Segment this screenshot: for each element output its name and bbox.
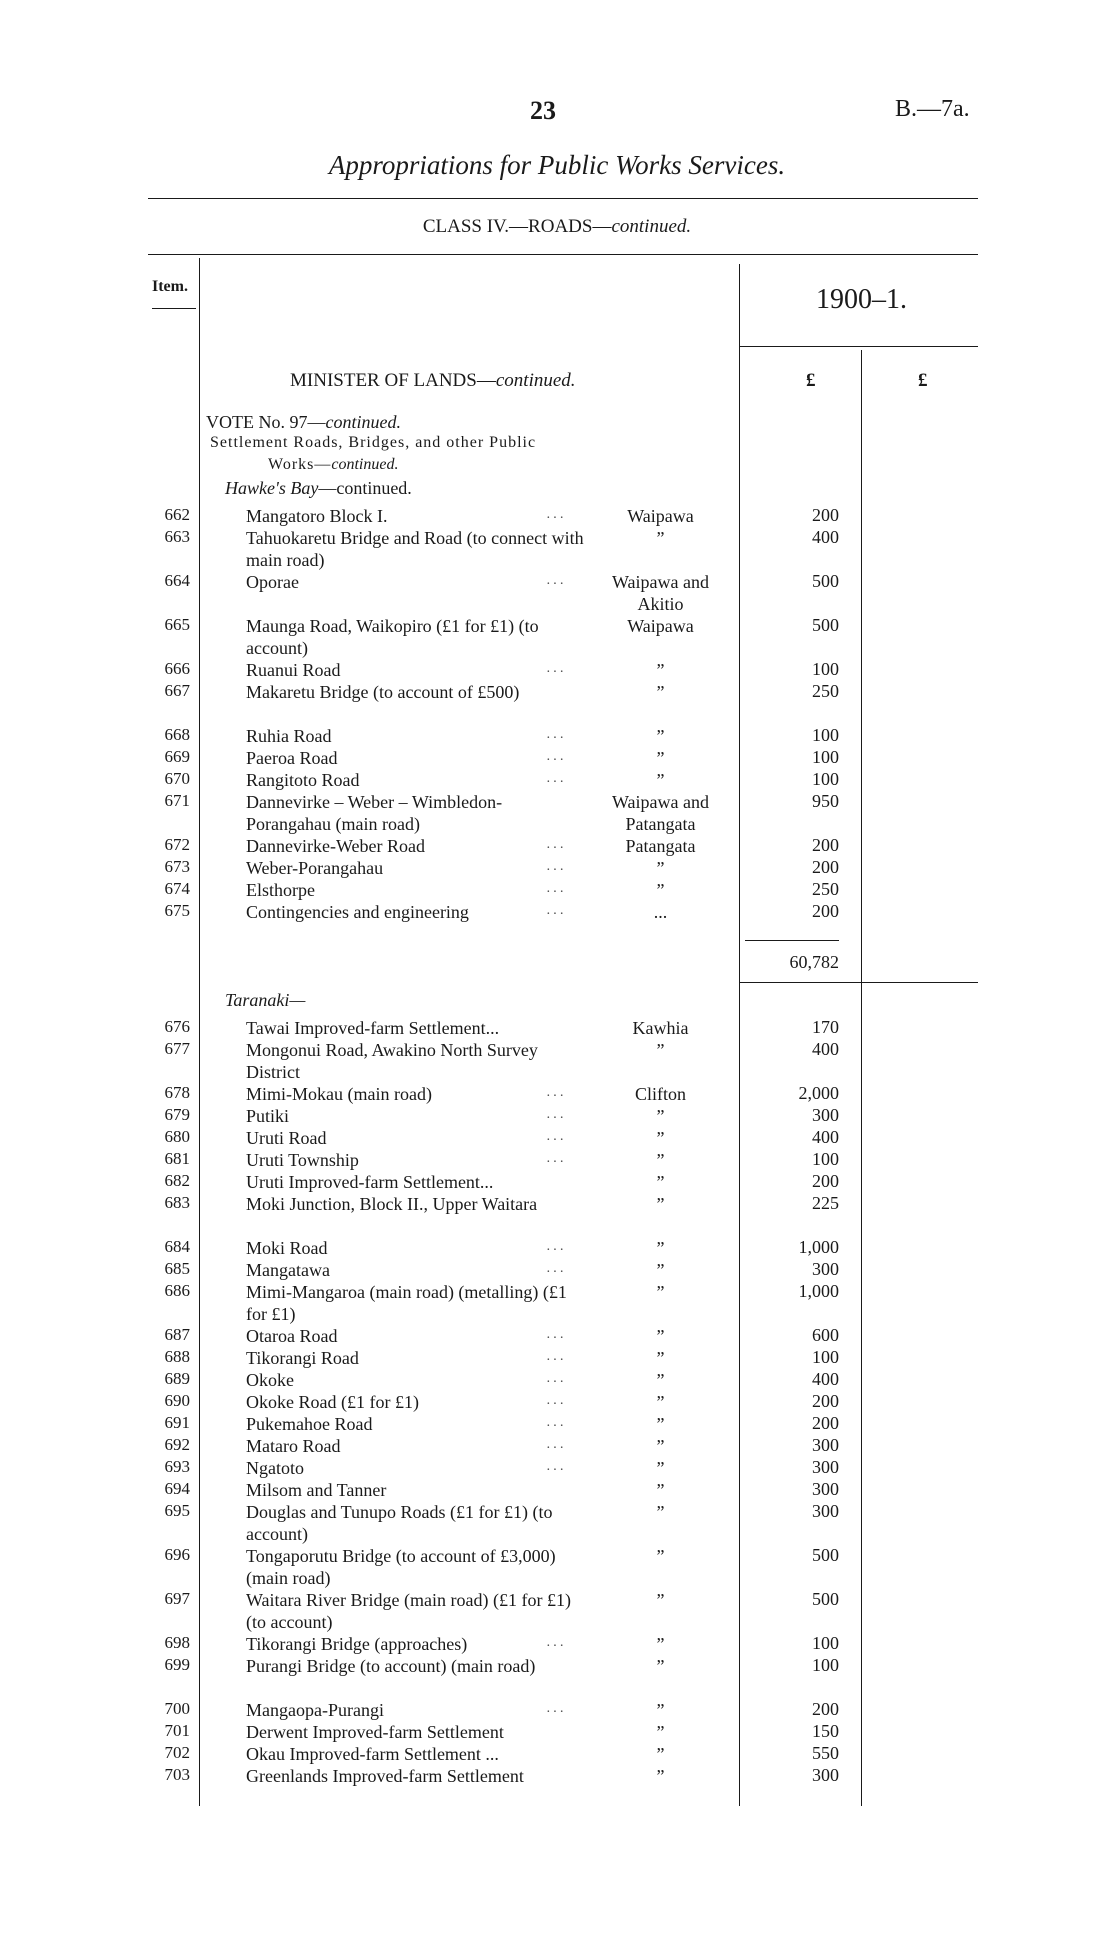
- item-amount: 250: [812, 879, 839, 899]
- item-description: Dannevirke – Weber – Wimbledon-Porangahau (main road): [246, 792, 503, 834]
- item-description: Uruti Improved-farm Settlement...: [246, 1172, 494, 1192]
- taranaki-heading: Taranaki—: [225, 990, 306, 1010]
- item-amount: 100: [812, 769, 839, 789]
- leader-dots: ···: [546, 1331, 566, 1346]
- leader-dots: ···: [546, 1089, 566, 1104]
- item-number: 699: [164, 1655, 190, 1674]
- item-number: 679: [164, 1105, 190, 1124]
- item-amount: 300: [812, 1457, 839, 1477]
- item-amount: 100: [812, 1633, 839, 1653]
- leader-dots: ···: [546, 511, 566, 526]
- item-county: ”: [656, 1128, 665, 1148]
- leader-dots: ···: [546, 885, 566, 900]
- item-description: Moki Road: [246, 1238, 328, 1258]
- item-county: ”: [656, 1502, 665, 1522]
- hawkes-bay-subtotal: 60,782: [789, 952, 839, 972]
- item-number: 678: [164, 1083, 190, 1102]
- item-description: Elsthorpe: [246, 880, 315, 900]
- total-column-divider: [861, 350, 862, 1806]
- item-county: Waipawa and Akitio: [611, 572, 709, 614]
- item-description: Okau Improved-farm Settlement ...: [246, 1744, 499, 1764]
- item-county: ”: [656, 1370, 665, 1390]
- vote-heading: [206, 412, 401, 433]
- subtotal-rule-bottom: [740, 982, 978, 983]
- item-number: 669: [164, 747, 190, 766]
- item-description: Okoke Road (£1 for £1): [246, 1392, 419, 1412]
- year-header: 1900–1.: [816, 284, 907, 315]
- item-number: 666: [164, 659, 190, 678]
- item-amount: 200: [812, 1171, 839, 1191]
- item-description: Rangitoto Road: [246, 770, 360, 790]
- item-county: ”: [656, 660, 665, 680]
- item-description: Mangatoro Block I.: [246, 506, 388, 526]
- item-description: Waitara River Bridge (main road) (£1 for £1) (to account): [246, 1590, 571, 1632]
- item-description: Purangi Bridge (to account) (main road): [246, 1656, 536, 1676]
- item-county: Kawhia: [632, 1018, 689, 1038]
- item-county: ”: [656, 1392, 665, 1412]
- item-county: ”: [656, 748, 665, 768]
- leader-dots: ···: [546, 841, 566, 856]
- item-description: Derwent Improved-farm Settlement: [246, 1722, 504, 1742]
- leader-dots: ···: [546, 1419, 566, 1434]
- hawkes-bay-heading-suffix: —continued.: [318, 478, 412, 498]
- item-number: 693: [164, 1457, 190, 1476]
- item-amount: 200: [812, 1413, 839, 1433]
- item-amount: 400: [812, 1369, 839, 1389]
- item-number: 674: [164, 879, 190, 898]
- class-suffix: continued.: [611, 216, 692, 237]
- item-amount: 100: [812, 659, 839, 679]
- item-county: ”: [656, 1744, 665, 1764]
- item-number: 664: [164, 571, 190, 590]
- item-description: Tahuokaretu Bridge and Road (to connect with main road): [246, 528, 584, 570]
- item-number: 667: [164, 681, 190, 700]
- item-county: Waipawa and Patangata: [611, 792, 709, 834]
- settlement-line2-prefix: Works—: [268, 456, 332, 473]
- item-number: 683: [164, 1193, 190, 1212]
- leader-dots: ···: [546, 753, 566, 768]
- item-number: 671: [164, 791, 190, 810]
- page-title: Appropriations for Public Works Services.: [328, 150, 786, 180]
- item-description: Okoke: [246, 1370, 294, 1390]
- item-number: 688: [164, 1347, 190, 1366]
- item-county: ”: [656, 1194, 665, 1214]
- leader-dots: ···: [546, 1155, 566, 1170]
- item-description: Tawai Improved-farm Settlement...: [246, 1018, 500, 1038]
- leader-dots: ···: [546, 907, 566, 922]
- item-amount: 1,000: [798, 1237, 839, 1257]
- item-amount: 250: [812, 681, 839, 701]
- item-number: 696: [164, 1545, 190, 1564]
- item-county: ”: [656, 1282, 665, 1302]
- vote-prefix: VOTE No. 97—: [206, 412, 326, 432]
- item-amount: 500: [812, 571, 839, 591]
- item-number: 681: [164, 1149, 190, 1168]
- item-number: 687: [164, 1325, 190, 1344]
- item-amount: 100: [812, 1149, 839, 1169]
- item-amount: 300: [812, 1105, 839, 1125]
- item-description: Uruti Township: [246, 1150, 359, 1170]
- item-description: Tikorangi Road: [246, 1348, 359, 1368]
- item-description: Pukemahoe Road: [246, 1414, 373, 1434]
- settlement-line2-suffix: continued.: [331, 456, 399, 473]
- class-prefix: CLASS IV.—ROADS—: [422, 216, 612, 237]
- item-description: Uruti Road: [246, 1128, 327, 1148]
- item-description: Greenlands Improved-farm Settlement: [246, 1766, 524, 1786]
- item-county: Waipawa: [627, 616, 694, 636]
- item-description: Mimi-Mangaroa (main road) (metalling) (£1 for £1): [246, 1282, 567, 1324]
- amount-column-divider: [739, 264, 740, 1806]
- item-county: ”: [656, 1722, 665, 1742]
- item-amount: 200: [812, 1391, 839, 1411]
- leader-dots: ···: [546, 1397, 566, 1412]
- leader-dots: ···: [546, 1243, 566, 1258]
- leader-dots: ···: [546, 1639, 566, 1654]
- item-column-header: Item.: [152, 278, 188, 295]
- item-county: Patangata: [625, 836, 696, 856]
- item-county: Waipawa: [627, 506, 694, 526]
- item-amount: 500: [812, 615, 839, 635]
- item-county: ”: [656, 1172, 665, 1192]
- item-description: Moki Junction, Block II., Upper Waitara: [246, 1194, 538, 1214]
- item-header-underline: [152, 308, 196, 309]
- minister-prefix: MINISTER OF LANDS—: [290, 370, 496, 391]
- leader-dots: ···: [546, 577, 566, 592]
- item-description: Douglas and Tunupo Roads (£1 for £1) (to account): [246, 1502, 553, 1544]
- item-description: Milsom and Tanner: [246, 1480, 387, 1500]
- item-county: ”: [656, 682, 665, 702]
- leader-dots: ···: [546, 863, 566, 878]
- leader-dots: ···: [546, 1441, 566, 1456]
- item-county: ”: [656, 1458, 665, 1478]
- subtotal-rule-top: [745, 940, 839, 941]
- item-county: ”: [656, 1546, 665, 1566]
- item-amount: 200: [812, 901, 839, 921]
- item-description: Maunga Road, Waikopiro (£1 for £1) (to account): [246, 616, 539, 658]
- item-amount: 550: [812, 1743, 839, 1763]
- item-number: 663: [164, 527, 190, 546]
- item-amount: 100: [812, 725, 839, 745]
- item-amount: 300: [812, 1259, 839, 1279]
- item-amount: 950: [812, 791, 839, 811]
- currency-header-1: £: [806, 370, 816, 391]
- item-county: ”: [656, 528, 665, 548]
- item-number: 698: [164, 1633, 190, 1652]
- item-county: ”: [656, 1348, 665, 1368]
- item-number: 694: [164, 1479, 190, 1498]
- item-amount: 400: [812, 1127, 839, 1147]
- item-number: 691: [164, 1413, 190, 1432]
- item-county: Clifton: [634, 1084, 686, 1104]
- item-description: Weber-Porangahau: [246, 858, 384, 878]
- leader-dots: ···: [546, 1463, 566, 1478]
- item-number: 690: [164, 1391, 190, 1410]
- item-description: Mataro Road: [246, 1436, 341, 1456]
- minister-heading: [290, 370, 576, 392]
- item-description: Dannevirke-Weber Road: [246, 836, 425, 856]
- leader-dots: ···: [546, 1375, 566, 1390]
- item-county: ”: [656, 1436, 665, 1456]
- item-description: Ruanui Road: [246, 660, 341, 680]
- item-county: ”: [656, 1480, 665, 1500]
- item-amount: 100: [812, 1655, 839, 1675]
- item-county: ”: [656, 1766, 665, 1786]
- item-description: Mimi-Mokau (main road): [246, 1084, 432, 1104]
- item-description: Makaretu Bridge (to account of £500): [246, 682, 520, 702]
- item-amount: 225: [812, 1193, 839, 1213]
- item-county: ”: [656, 880, 665, 900]
- item-description: Paeroa Road: [246, 748, 338, 768]
- item-county: ”: [656, 1040, 665, 1060]
- item-amount: 170: [812, 1017, 839, 1037]
- item-number: 700: [164, 1699, 190, 1718]
- item-description: Tongaporutu Bridge (to account of £3,000) (main road): [246, 1546, 556, 1588]
- item-description: Ruhia Road: [246, 726, 332, 746]
- item-description: Putiki: [246, 1106, 290, 1126]
- item-county: ”: [656, 1634, 665, 1654]
- item-county: ...: [653, 902, 668, 922]
- item-county: ”: [656, 726, 665, 746]
- item-county: ”: [656, 1238, 665, 1258]
- item-county: ”: [656, 1326, 665, 1346]
- leader-dots: ···: [546, 1133, 566, 1148]
- item-amount: 150: [812, 1721, 839, 1741]
- leader-dots: ···: [546, 1353, 566, 1368]
- leader-dots: ···: [546, 1705, 566, 1720]
- item-county: ”: [656, 1656, 665, 1676]
- item-amount: 200: [812, 505, 839, 525]
- item-description: Tikorangi Bridge (approaches): [246, 1634, 468, 1654]
- item-county: ”: [656, 1590, 665, 1610]
- item-amount: 300: [812, 1479, 839, 1499]
- item-number: 665: [164, 615, 190, 634]
- item-amount: 400: [812, 1039, 839, 1059]
- item-county: ”: [656, 1414, 665, 1434]
- page-number: 23: [530, 96, 556, 125]
- item-amount: 300: [812, 1501, 839, 1521]
- item-number: 673: [164, 857, 190, 876]
- item-county: ”: [656, 770, 665, 790]
- hawkes-bay-heading: [225, 478, 412, 499]
- item-number: 686: [164, 1281, 190, 1300]
- item-amount: 200: [812, 857, 839, 877]
- item-description: Mangatawa: [246, 1260, 330, 1280]
- item-amount: 300: [812, 1435, 839, 1455]
- item-amount: 200: [812, 835, 839, 855]
- vote-suffix: continued.: [325, 412, 401, 432]
- item-description: Mangaopa-Purangi: [246, 1700, 384, 1720]
- currency-header-2: £: [918, 370, 928, 391]
- left-column-divider: [199, 258, 200, 1806]
- item-number: 702: [164, 1743, 190, 1762]
- hawkes-bay-heading-name: Hawke's Bay: [225, 478, 319, 498]
- item-description: Ngatoto: [246, 1458, 304, 1478]
- item-number: 703: [164, 1765, 190, 1784]
- item-number: 676: [164, 1017, 190, 1036]
- item-number: 668: [164, 725, 190, 744]
- item-description: Otaroa Road: [246, 1326, 338, 1346]
- item-county: ”: [656, 1150, 665, 1170]
- item-number: 701: [164, 1721, 190, 1740]
- item-amount: 500: [812, 1589, 839, 1609]
- item-number: 675: [164, 901, 190, 920]
- minister-suffix: continued.: [495, 370, 576, 391]
- leader-dots: ···: [546, 775, 566, 790]
- item-amount: 2,000: [798, 1083, 839, 1103]
- year-header-rule: [740, 346, 978, 347]
- item-description: Contingencies and engineering: [246, 902, 469, 922]
- item-amount: 100: [812, 747, 839, 767]
- item-number: 689: [164, 1369, 190, 1388]
- leader-dots: ···: [546, 665, 566, 680]
- item-number: 697: [164, 1589, 190, 1608]
- item-amount: 100: [812, 1347, 839, 1367]
- item-number: 685: [164, 1259, 190, 1278]
- item-amount: 500: [812, 1545, 839, 1565]
- document-reference: B.—7a.: [895, 96, 970, 122]
- item-number: 695: [164, 1501, 190, 1520]
- item-county: ”: [656, 858, 665, 878]
- item-number: 662: [164, 505, 190, 524]
- table-top-rule: [148, 254, 978, 255]
- item-county: ”: [656, 1700, 665, 1720]
- item-amount: 600: [812, 1325, 839, 1345]
- settlement-heading-line2: [268, 456, 398, 474]
- item-number: 682: [164, 1171, 190, 1190]
- item-amount: 400: [812, 527, 839, 547]
- item-description: Mongonui Road, Awakino North Survey District: [246, 1040, 538, 1082]
- title-rule: [148, 198, 978, 199]
- leader-dots: ···: [546, 731, 566, 746]
- item-description: Oporae: [246, 572, 299, 592]
- leader-dots: ···: [546, 1265, 566, 1280]
- item-number: 684: [164, 1237, 190, 1256]
- item-amount: 1,000: [798, 1281, 839, 1301]
- leader-dots: ···: [546, 1111, 566, 1126]
- item-county: ”: [656, 1106, 665, 1126]
- item-number: 670: [164, 769, 190, 788]
- item-county: ”: [656, 1260, 665, 1280]
- class-heading: [0, 216, 1114, 238]
- item-number: 677: [164, 1039, 190, 1058]
- item-number: 672: [164, 835, 190, 854]
- item-number: 692: [164, 1435, 190, 1454]
- item-amount: 200: [812, 1699, 839, 1719]
- item-amount: 300: [812, 1765, 839, 1785]
- item-number: 680: [164, 1127, 190, 1146]
- settlement-heading-line1: Settlement Roads, Bridges, and other Public: [210, 434, 537, 451]
